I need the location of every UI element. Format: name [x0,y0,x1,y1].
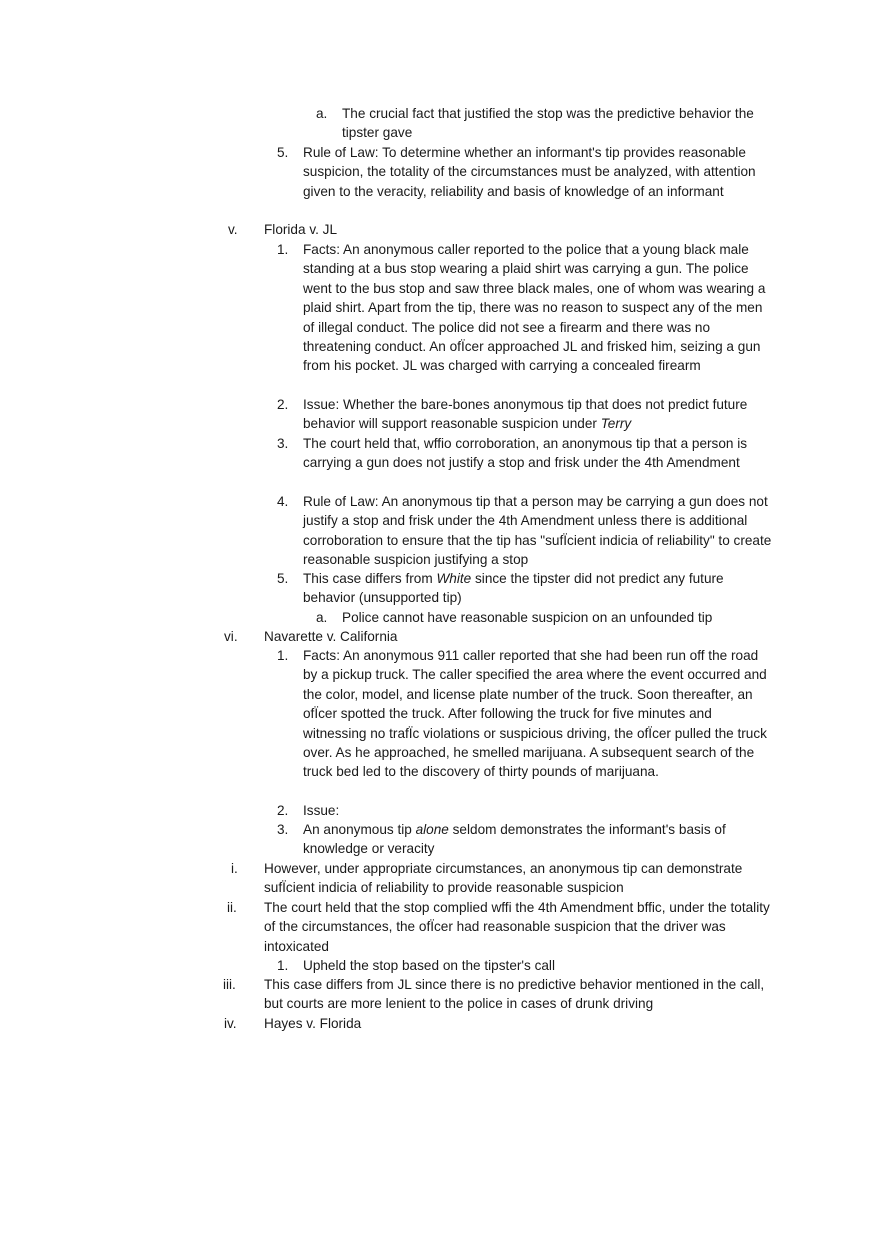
list-marker: 1. [277,958,289,973]
list-text: The court held that, wffio corroboration, an anonymous tip that a person is carrying a gun does not justify a stop and frisk under the 4th Amendment [303,436,748,471]
list-marker: 2. [277,397,289,412]
list-marker: 5. [277,571,289,586]
list-text: Rule of Law: An anonymous tip that a person may be carrying a gun does not justify a stop and frisk under the 4th Amendment unless there is additional corroboration to ensure that the tip has "sufÏcient indicia of reliability" to create reasonable suspicion justifying a stop [303,494,772,568]
list-marker: v. [228,222,238,237]
list-text: Police cannot have reasonable suspicion on an unfounded tip [342,610,713,625]
list-marker: i. [231,861,238,876]
list-text: The crucial fact that justified the stop was the predictive behavior the tipster gave [342,106,754,141]
list-marker: iv. [224,1016,237,1031]
list-marker: iii. [223,977,236,992]
list-marker: a. [316,106,328,121]
emphasis-italic: alone [415,822,449,837]
list-marker: 5. [277,145,289,160]
list-text: Facts: An anonymous 911 caller reported that she had been run off the road by a pickup truck. The caller specified the area where the event occurred and the color, model, and license plate number of the truck. Soon thereafter, an ofÏcer spotted the truck. After following the truck for five minutes and witnessing no trafÏc violations or suspicious driving, the ofÏcer pulled the truck over. As he approached, he smelled marijuana. A subsequent search of the truck bed led to the discovery of thirty pounds of marijuana. [303,648,767,780]
text-run: Issue: Whether the bare-bones anonymous tip that does not predict future behavior will support reasonable suspicion under [303,397,748,432]
text-run: An anonymous tip [303,822,416,837]
case-heading: Hayes v. Florida [264,1016,362,1031]
list-marker: 1. [277,648,289,663]
case-name-italic: White [436,571,472,586]
list-marker: 4. [277,494,289,509]
list-text: However, under appropriate circumstances, an anonymous tip can demonstrate sufÏcient indicia of reliability to provide reasonable suspicion [264,861,743,896]
list-text: The court held that the stop complied wffi the 4th Amendment bffic, under the totality of the circumstances, the ofÏcer had reasonable suspicion that the driver was intoxicated [264,900,770,954]
list-marker: vi. [224,629,238,644]
list-text: Rule of Law: To determine whether an informant's tip provides reasonable suspicion, the totality of the circumstances must be analyzed, with attention given to the veracity, reliability and basis of knowledge of an informant [303,145,756,199]
list-marker: a. [316,610,328,625]
list-text: Upheld the stop based on the tipster's call [303,958,555,973]
list-marker: ii. [227,900,237,915]
list-text [303,395,774,434]
case-heading: Florida v. JL [264,222,338,237]
list-text: This case differs from JL since there is no predictive behavior mentioned in the call, but courts are more lenient to the police in cases of drunk driving [264,977,765,1012]
list-text [303,569,774,608]
list-text [303,820,774,859]
text-run: seldom demonstrates the informant's basis of knowledge or veracity [303,822,726,857]
list-marker: 3. [277,436,289,451]
list-marker: 2. [277,803,289,818]
case-name-italic: Terry [600,416,632,432]
list-marker: 1. [277,242,289,257]
case-heading: Navarette v. California [264,629,398,644]
list-marker: 3. [277,822,289,837]
text-run: This case differs from [303,571,437,586]
list-text: Facts: An anonymous caller reported to the police that a young black male standing at a bus stop wearing a plaid shirt was carrying a gun. The police went to the bus stop and saw three black males, one of whom was wearing a plaid shirt. Apart from the tip, there was no reason to suspect any of the men of illegal conduct. The police did not see a firearm and there was no threatening conduct. An ofÏcer approached JL and frisked him, seizing a gun from his pocket. JL was charged with carrying a concealed firearm [303,242,766,374]
list-text: Issue: [303,803,340,818]
text-run: since the tipster did not predict any future behavior (unsupported tip) [303,571,724,606]
